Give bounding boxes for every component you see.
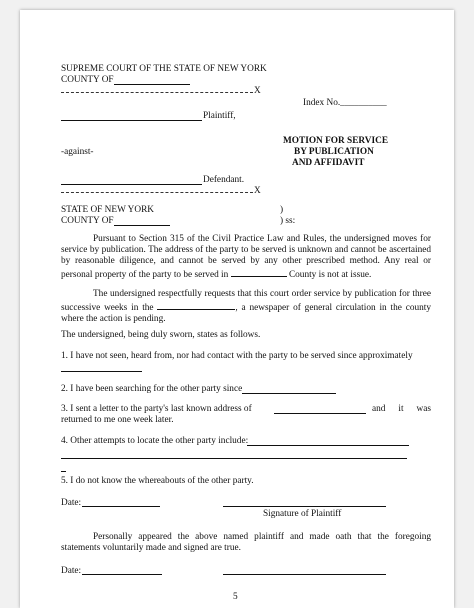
item-1: 1. I have not seen, heard from, nor had contact with the party to be served since approximately bbox=[61, 351, 413, 361]
venue-ss: ) ss: bbox=[280, 216, 296, 226]
paragraph-request-end: , a newspaper of general circulation in the county where the action is pending. bbox=[61, 303, 431, 324]
date-label-2: Date: bbox=[61, 566, 82, 576]
item-5: 5. I do not know the whereabouts of the other party. bbox=[61, 476, 254, 486]
page-number: 5 bbox=[233, 592, 238, 602]
paragraph-motion bbox=[61, 234, 431, 281]
motion-title-line-2: BY PUBLICATION bbox=[294, 147, 374, 157]
paragraph-request bbox=[61, 289, 431, 325]
date-label-1: Date: bbox=[61, 498, 82, 508]
item-2-blank bbox=[242, 393, 336, 394]
county-blank-inline bbox=[231, 267, 287, 277]
venue-state: STATE OF NEW YORK bbox=[61, 205, 154, 215]
motion-title-line-3: AND AFFIDAVIT bbox=[292, 158, 365, 168]
item-3-continuation: and it was returned to me one week later. bbox=[61, 404, 431, 425]
index-number: Index No.__________ bbox=[303, 98, 387, 108]
caption-x-mark-2: X bbox=[254, 186, 261, 196]
motion-title-line-1: MOTION FOR SERVICE bbox=[283, 136, 389, 146]
item-4-blank-3 bbox=[61, 471, 66, 472]
plaintiff-name-blank bbox=[61, 120, 202, 121]
date-blank-2 bbox=[82, 574, 162, 575]
item-4-blank-1 bbox=[247, 445, 409, 446]
plaintiff-signature-line bbox=[223, 506, 386, 507]
against-label: -against- bbox=[61, 147, 94, 157]
paragraph-motion-end: County is not at issue. bbox=[288, 270, 372, 280]
signature-of-plaintiff-label: Signature of Plaintiff bbox=[263, 509, 342, 519]
paragraph-motion-text: Pursuant to Section 315 of the Civil Practice Law and Rules, the undersigned moves for service by publication. The address of the party to be served is unknown and cannot be ascertained by reasonable diligence, and cannot be served by any other prescribed method. Any real or personal property of the party to be served in bbox=[61, 234, 431, 280]
item-1-blank bbox=[61, 371, 142, 372]
date-blank-1 bbox=[82, 506, 160, 507]
venue-paren: ) bbox=[280, 205, 284, 215]
county-label: COUNTY OF bbox=[61, 75, 114, 85]
document-page bbox=[20, 10, 454, 608]
caption-dash-line bbox=[61, 92, 253, 93]
paragraph-oath: Personally appeared the above named plaintiff and made oath that the foregoing statements voluntarily made and signed are true. bbox=[61, 532, 431, 553]
defendant-label: Defendant. bbox=[203, 175, 245, 185]
notary-signature-line bbox=[223, 574, 386, 575]
plaintiff-label: Plaintiff, bbox=[203, 111, 236, 121]
item-2: 2. I have been searching for the other party since bbox=[61, 384, 243, 394]
county-blank bbox=[114, 84, 190, 85]
sworn-statement: The undersigned, being duly sworn, states as follows. bbox=[61, 330, 261, 340]
newspaper-blank bbox=[157, 300, 235, 310]
caption-x-mark: X bbox=[254, 86, 261, 96]
item-4-blank-2 bbox=[61, 458, 407, 459]
caption-dash-line-2 bbox=[61, 192, 253, 193]
venue-county-blank bbox=[114, 225, 170, 226]
item-3: 3. I sent a letter to the party's last known address of bbox=[61, 404, 252, 414]
court-name: SUPREME COURT OF THE STATE OF NEW YORK bbox=[61, 64, 267, 74]
paragraph-request-text: The undersigned respectfully requests that this court order service by publication for three successive weeks in the bbox=[61, 289, 431, 313]
venue-county: COUNTY OF bbox=[61, 216, 114, 226]
item-4: 4. Other attempts to locate the other party include: bbox=[61, 436, 249, 446]
defendant-name-blank bbox=[61, 184, 202, 185]
